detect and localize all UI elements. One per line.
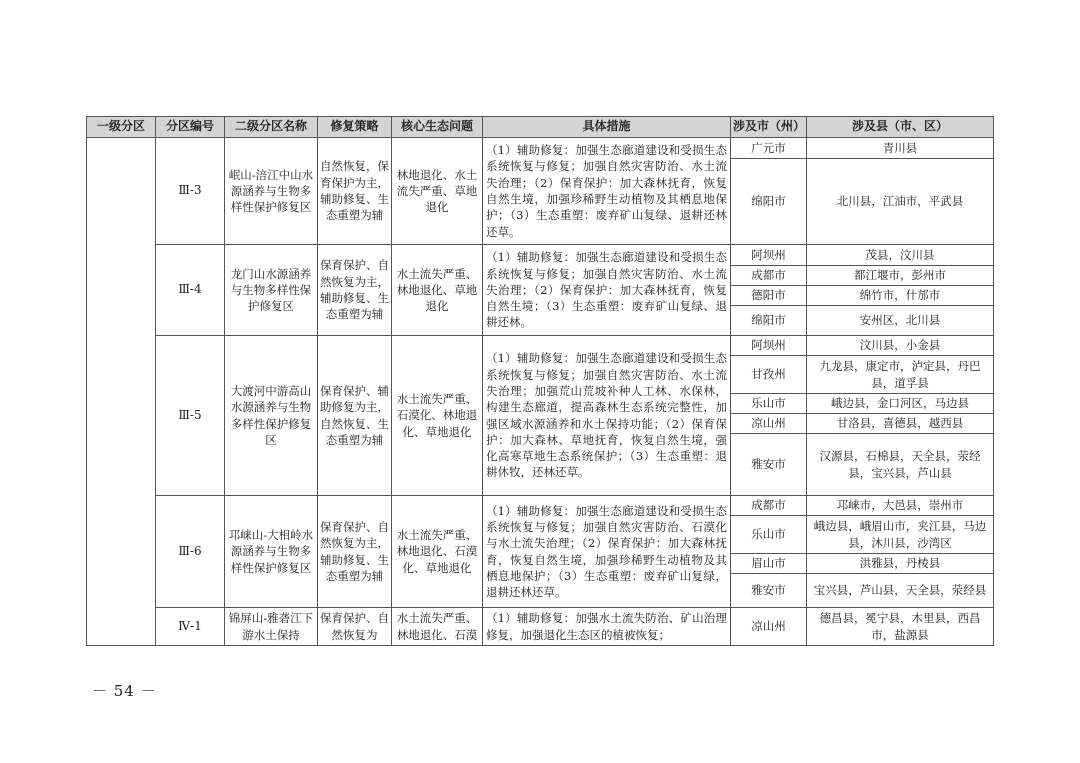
- zone-problem: 水土流失严重、林地退化、草地退化: [392, 245, 483, 336]
- zone-problem: 林地退化、水土流失严重、草地退化: [392, 138, 483, 245]
- area-counties: 青川县: [807, 138, 994, 159]
- area-city: 成都市: [731, 266, 807, 286]
- table-row: [87, 336, 994, 356]
- zone-name: 大渡河中游高山水源涵养与生物多样性保护修复区: [225, 336, 318, 496]
- zone-code: Ⅲ-3: [156, 138, 225, 245]
- area-city: 德阳市: [731, 286, 807, 306]
- header-strategy: 修复策略: [318, 117, 392, 138]
- area-city: 眉山市: [731, 554, 807, 574]
- area-counties: 德昌县，冕宁县，木里县，西昌市，盐源县: [807, 608, 994, 646]
- area-counties: 峨边县，金口河区，马边县: [807, 394, 994, 414]
- area-counties: 九龙县，康定市，泸定县，丹巴县，道孚县: [807, 356, 994, 394]
- header-measures: 具体措施: [483, 117, 731, 138]
- header-cities: 涉及市（州）: [731, 117, 807, 138]
- area-counties: 宝兴县，芦山县，天全县，荥经县: [807, 574, 994, 608]
- header-zone-code: 分区编号: [156, 117, 225, 138]
- zone-measures: （1）辅助修复：加强生态廊道建设和受损生态系统恢复与修复；加强自然灾害防治、水土流失治理；（2）保育保护：加大森林抚育，恢复自然生境，加强珍稀野生动植物及其栖息地保护；（3）生态重塑：废弃矿山复绿、退耕还林还草。: [483, 138, 731, 245]
- header-secondary-zone-name: 二级分区名称: [225, 117, 318, 138]
- zone-strategy: 保育保护、辅助修复为主，自然恢复、生态重塑为辅: [318, 336, 392, 496]
- header-core-problem: 核心生态问题: [392, 117, 483, 138]
- zone-strategy: 自然恢复，保育保护为主，辅助修复、生态重塑为辅: [318, 138, 392, 245]
- area-city: 阿坝州: [731, 245, 807, 266]
- zone-measures: （1）辅助修复：加强生态廊道建设和受损生态系统恢复与修复；加强自然灾害防治、水土流失治理；加强荒山荒坡补种人工林、水保林，构建生态廊道，提高森林生态系统完整性，加强区域水源涵养和水土保持功能；（2）保育保护：加大森林、草地抚育，恢复自然生境，强化高寒草地生态系统保护；（3）生态重塑：退耕休牧，还林还草。: [483, 336, 731, 496]
- table-row: [87, 496, 994, 516]
- area-counties: 安州区，北川县: [807, 306, 994, 336]
- ecological-zone-table: [86, 116, 994, 646]
- zone-strategy: 保育保护、自然恢复为主，辅助修复、生态重塑为辅: [318, 245, 392, 336]
- zone-code: Ⅲ-4: [156, 245, 225, 336]
- zone-name: 邛崃山-大相岭水源涵养与生物多样性保护修复区: [225, 496, 318, 608]
- zone-measures: （1）辅助修复：加强生态廊道建设和受损生态系统恢复与修复；加强自然灾害防治、石漠化与水土流失治理；（2）保育保护：加大森林抚育，恢复自然生境，加强珍稀野生动植物及其栖息地保护；（3）生态重塑：废弃矿山复绿，退耕还林还草。: [483, 496, 731, 608]
- zone-name: 龙门山水源涵养与生物多样性保护修复区: [225, 245, 318, 336]
- area-city: 阿坝州: [731, 336, 807, 356]
- area-counties: 绵竹市，什邡市: [807, 286, 994, 306]
- area-counties: 北川县，江油市，平武县: [807, 159, 994, 245]
- zone-name: 岷山-涪江中山水源涵养与生物多样性保护修复区: [225, 138, 318, 245]
- area-city: 凉山州: [731, 608, 807, 646]
- table-row: [87, 138, 994, 159]
- table-row: [87, 245, 994, 266]
- area-counties: 茂县，汶川县: [807, 245, 994, 266]
- zone-measures: （1）辅助修复：加强生态廊道建设和受损生态系统恢复与修复；加强自然灾害防治、水土流失治理；（2）保育保护：加大森林抚育，恢复自然生境；（3）生态重塑：废弃矿山复绿、退耕还林。: [483, 245, 731, 336]
- area-city: 乐山市: [731, 394, 807, 414]
- zone-name: 锦屏山-雅砻江下游水土保持: [225, 608, 318, 646]
- area-city: 乐山市: [731, 516, 807, 554]
- area-city: 雅安市: [731, 574, 807, 608]
- area-counties: 邛崃市，大邑县，崇州市: [807, 496, 994, 516]
- zone-strategy: 保育保护、自然恢复为主，辅助修复、生态重塑为辅: [318, 496, 392, 608]
- page-number: － 54 －: [92, 682, 157, 700]
- zone-strategy: 保育保护、自然恢复为: [318, 608, 392, 646]
- zone-code: Ⅳ-1: [156, 608, 225, 646]
- area-city: 成都市: [731, 496, 807, 516]
- area-city: 广元市: [731, 138, 807, 159]
- zone-problem: 水土流失严重、石漠化、林地退化、草地退化: [392, 336, 483, 496]
- area-counties: 汉源县，石棉县，天全县，荥经县，宝兴县，芦山县: [807, 434, 994, 496]
- zone-problem: 水土流失严重、林地退化、石漠: [392, 608, 483, 646]
- zone-problem: 水土流失严重、林地退化、石漠化、草地退化: [392, 496, 483, 608]
- zone-measures: （1）辅助修复：加强水土流失防治、矿山治理修复，加强退化生态区的植被恢复；: [483, 608, 731, 646]
- area-city: 绵阳市: [731, 159, 807, 245]
- area-city: 雅安市: [731, 434, 807, 496]
- table-header-row: [87, 117, 994, 138]
- area-counties: 都江堰市，彭州市: [807, 266, 994, 286]
- table-row: [87, 608, 994, 646]
- area-counties: 峨边县，峨眉山市，夹江县，马边县，沐川县，沙湾区: [807, 516, 994, 554]
- area-city: 绵阳市: [731, 306, 807, 336]
- area-counties: 甘洛县，喜德县，越西县: [807, 414, 994, 434]
- area-counties: 汶川县，小金县: [807, 336, 994, 356]
- header-counties: 涉及县（市、区）: [807, 117, 994, 138]
- area-counties: 洪雅县，丹棱县: [807, 554, 994, 574]
- area-city: 凉山州: [731, 414, 807, 434]
- header-primary-zone: 一级分区: [87, 117, 156, 138]
- zone-code: Ⅲ-5: [156, 336, 225, 496]
- zone-code: Ⅲ-6: [156, 496, 225, 608]
- primary-zone-cell: [87, 138, 156, 646]
- area-city: 甘孜州: [731, 356, 807, 394]
